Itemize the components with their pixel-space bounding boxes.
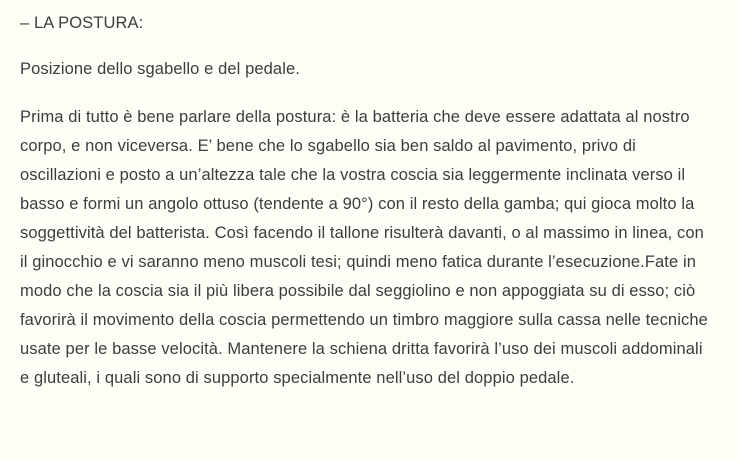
- body-paragraph: Prima di tutto è bene parlare della postura: è la batteria che deve essere adattata al nostro corpo, e non viceversa. E’ bene che lo sgabello sia ben saldo al pavimento, privo di oscillazioni e posto a un’altezza tale che la vostra coscia sia leggermente inclinata verso il basso e formi un angolo ottuso (tendente a 90°) con il resto della gamba; qui gioca molto la soggettività del batterista. Così facendo il tallone risulterà davanti, o al massimo in linea, con il ginocchio e vi saranno meno muscoli tesi; quindi meno fatica durante l’esecuzione.Fate in modo che la coscia sia il più libera possibile dal seggiolino e non appoggiata su di esso; ciò favorirà il movimento della coscia permettendo un timbro maggiore sulla cassa nelle tecniche usate per le basse velocità. Mantenere la schiena dritta favorirà l’uso dei muscoli addominali e gluteali, i quali sono di supporto specialmente nell’uso del doppio pedale.: [20, 108, 708, 387]
- section-heading: – LA POSTURA:: [20, 14, 144, 32]
- section-subheading: Posizione dello sgabello e del pedale.: [20, 60, 300, 78]
